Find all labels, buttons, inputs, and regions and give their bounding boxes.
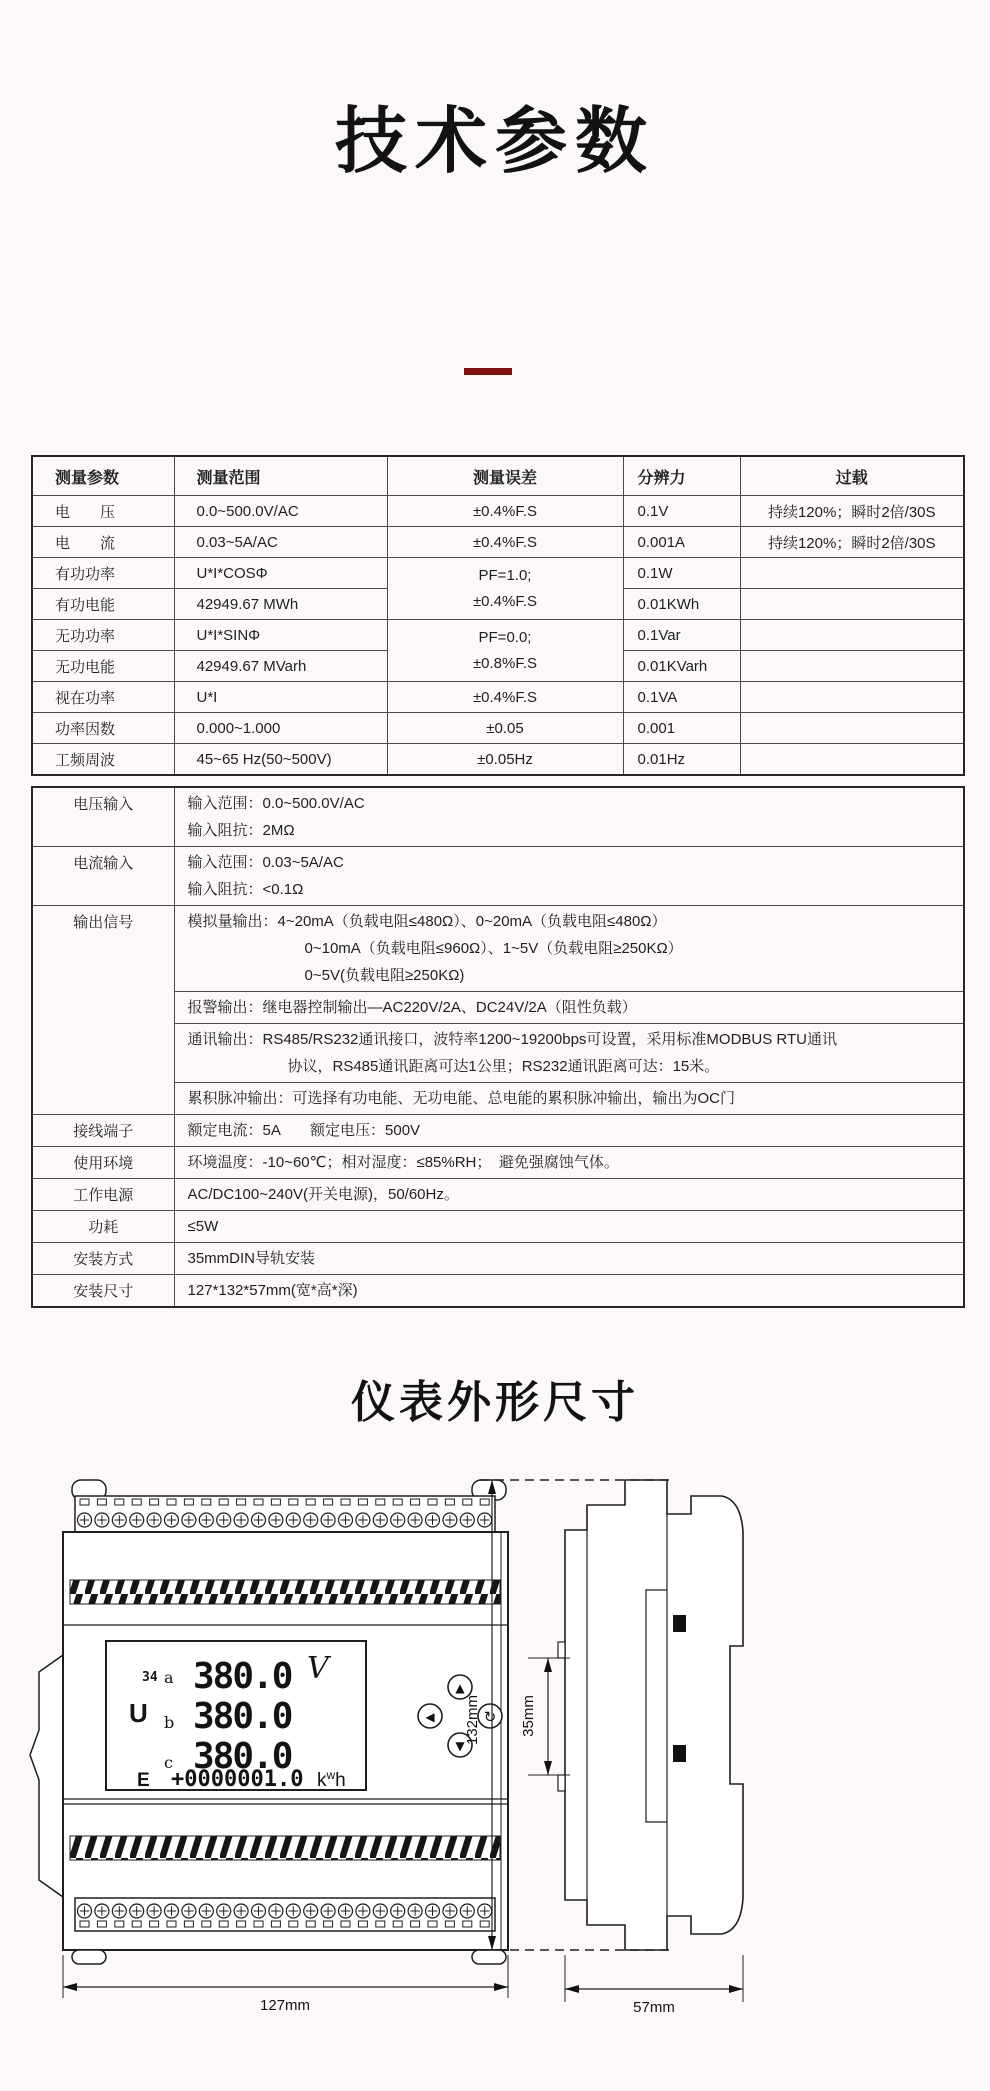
range-cell: 45~65 Hz(50~500V) xyxy=(174,744,387,776)
param-cell: 无功电能 xyxy=(32,651,174,682)
lcd-phase-system: 34 xyxy=(142,1670,158,1685)
header-param: 测量参数 xyxy=(32,456,174,496)
up-arrow-icon: ▲ xyxy=(455,1681,465,1695)
front-view xyxy=(30,1480,508,2014)
spec-line: 0~10mA（负载电阻≤960Ω）、1~5V（负载电阻≥250KΩ） xyxy=(304,940,683,957)
din-clip-left xyxy=(30,1655,63,1897)
mount-clip-bottom-right xyxy=(472,1950,506,1964)
table-row xyxy=(32,847,964,906)
overload-cell xyxy=(740,558,964,589)
table-row xyxy=(32,744,964,776)
param-cell: 工频周波 xyxy=(32,744,174,776)
table-row xyxy=(32,620,964,651)
lcd-value-a: 380.0 xyxy=(193,1656,292,1697)
table-row xyxy=(32,496,964,527)
vent-strip-top xyxy=(70,1580,500,1604)
range-cell: 42949.67 MVarh xyxy=(174,651,387,682)
header-error: 测量误差 xyxy=(387,456,623,496)
table-row xyxy=(32,1211,964,1243)
lcd-energy-value: +0000001.0 xyxy=(171,1767,304,1792)
row-label: 安装方式 xyxy=(32,1243,174,1275)
param-cell: 无功功率 xyxy=(32,620,174,651)
row-label: 电压输入 xyxy=(32,787,174,847)
overload-cell: 持续120%；瞬时2倍/30S xyxy=(740,496,964,527)
resolution-cell: 0.001A xyxy=(623,527,740,558)
left-arrow-icon: ◀ xyxy=(425,1710,435,1724)
row-label: 电流输入 xyxy=(32,847,174,906)
io-spec-table xyxy=(31,786,965,1308)
spec-line: AC/DC100~240V(开关电源)，50/60Hz。 xyxy=(187,1186,459,1203)
enter-icon: ↻ xyxy=(483,1708,497,1726)
spec-line: 35mmDIN导轨安装 xyxy=(187,1250,316,1267)
lcd-phase-b: b xyxy=(164,1713,175,1732)
depth-dim-label: 57mm xyxy=(633,1999,675,2016)
param-cell: 电 流 xyxy=(32,527,174,558)
error-cell: ±0.4%F.S xyxy=(387,682,623,713)
range-cell: U*I xyxy=(174,682,387,713)
title-divider xyxy=(464,368,512,375)
spec-line: 通讯输出：RS485/RS232通讯接口，波特率1200~19200bps可设置，采用标准MODBUS RTU通讯 xyxy=(187,1031,837,1048)
param-cell: 功率因数 xyxy=(32,713,174,744)
mount-clip-bottom-left xyxy=(72,1950,106,1964)
rail-claw-bottom xyxy=(558,1775,565,1791)
row-content xyxy=(174,1275,964,1308)
lcd-volt-symbol: V xyxy=(307,1651,329,1686)
table-row xyxy=(32,1147,964,1179)
spec-line: 输入范围：0.03~5A/AC xyxy=(187,854,344,871)
row-content xyxy=(174,787,964,847)
range-cell: 0.03~5A/AC xyxy=(174,527,387,558)
lcd-energy-unit: $k^wh$ xyxy=(317,1768,346,1791)
side-terminal-screw-bottom xyxy=(673,1745,686,1762)
error-cell-merged xyxy=(387,620,623,682)
lcd-value-b: 380.0 xyxy=(193,1696,292,1737)
spec-line: 模拟量输出：4~20mA（负载电阻≤480Ω）、0~20mA（负载电阻≤480Ω） xyxy=(187,913,667,930)
table-row xyxy=(32,527,964,558)
range-cell: 42949.67 MWh xyxy=(174,589,387,620)
error-cell: ±0.05Hz xyxy=(387,744,623,776)
header-resolution: 分辨力 xyxy=(623,456,740,496)
error-cell-merged xyxy=(387,558,623,620)
row-label: 功耗 xyxy=(32,1211,174,1243)
spec-line: 输入范围：0.0~500.0V/AC xyxy=(187,795,365,812)
error-line: PF=1.0; xyxy=(478,566,532,584)
table-row xyxy=(32,558,964,589)
spec-line: 输入阻抗：2MΩ xyxy=(187,822,295,839)
lcd-phase-c: c xyxy=(164,1753,173,1772)
spec-line: 协议，RS485通讯距离可达1公里；RS232通讯距离可达：15米。 xyxy=(287,1058,720,1075)
row-content xyxy=(174,1179,964,1211)
spec-line: ≤5W xyxy=(187,1218,219,1235)
error-cell: ±0.4%F.S xyxy=(387,527,623,558)
overload-cell xyxy=(740,651,964,682)
resolution-cell: 0.01KWh xyxy=(623,589,740,620)
table-header-row xyxy=(32,456,964,496)
overload-cell xyxy=(740,620,964,651)
overload-cell xyxy=(740,589,964,620)
range-cell: 0.000~1.000 xyxy=(174,713,387,744)
table-row xyxy=(32,1243,964,1275)
dimension-diagram xyxy=(25,1450,965,2070)
lcd-u-label: U xyxy=(129,1698,148,1728)
resolution-cell: 0.1Var xyxy=(623,620,740,651)
measurement-spec-table xyxy=(31,455,965,776)
spec-line: 127*132*57mm(宽*高*深) xyxy=(187,1282,358,1299)
overload-cell xyxy=(740,713,964,744)
rail-dimension xyxy=(520,1658,570,1775)
row-label: 使用环境 xyxy=(32,1147,174,1179)
error-cell: ±0.05 xyxy=(387,713,623,744)
resolution-cell: 0.01KVarh xyxy=(623,651,740,682)
table-row xyxy=(32,906,964,992)
down-arrow-icon: ▼ xyxy=(455,1739,465,1753)
error-line: PF=0.0; xyxy=(478,628,532,646)
param-cell: 视在功率 xyxy=(32,682,174,713)
depth-dimension xyxy=(565,1955,743,2016)
row-content xyxy=(174,1115,964,1147)
lcd-display xyxy=(106,1641,366,1792)
lcd-e-label: E xyxy=(137,1770,150,1791)
section-title-dimensions: 仪表外形尺寸 xyxy=(351,1378,639,1427)
resolution-cell: 0.1VA xyxy=(623,682,740,713)
row-content xyxy=(174,1211,964,1243)
resolution-cell: 0.1V xyxy=(623,496,740,527)
height-dim-label: 132mm xyxy=(464,1694,481,1746)
header-range: 测量范围 xyxy=(174,456,387,496)
table-row xyxy=(32,1275,964,1308)
error-line: ±0.8%F.S xyxy=(472,654,538,672)
spec-line: 输入阻抗：<0.1Ω xyxy=(187,881,304,898)
row-label: 工作电源 xyxy=(32,1179,174,1211)
lcd-phase-a: a xyxy=(164,1668,174,1687)
table-row xyxy=(32,1179,964,1211)
row-content-comm xyxy=(174,1024,964,1083)
width-dimension xyxy=(63,1955,508,2014)
overload-cell: 持续120%；瞬时2倍/30S xyxy=(740,527,964,558)
row-content xyxy=(174,1147,964,1179)
param-cell: 有功功率 xyxy=(32,558,174,589)
resolution-cell: 0.01Hz xyxy=(623,744,740,776)
row-label: 安装尺寸 xyxy=(32,1275,174,1308)
resolution-cell: 0.1W xyxy=(623,558,740,589)
range-cell: U*I*SINΦ xyxy=(174,620,387,651)
overload-cell xyxy=(740,744,964,776)
rail-claw-top xyxy=(558,1642,565,1658)
table-row xyxy=(32,787,964,847)
rail-dim-label: 35mm xyxy=(520,1695,537,1737)
side-profile xyxy=(565,1480,743,1950)
lcd-value-c: 380.0 xyxy=(193,1736,292,1777)
spec-line: 0~5V(负载电阻≥250KΩ) xyxy=(304,967,465,984)
vent-strip-bottom xyxy=(70,1836,500,1860)
spec-line: 累积脉冲输出：可选择有功电能、无功电能、总电能的累积脉冲输出，输出为OC门 xyxy=(187,1090,736,1107)
spec-line: 环境温度：-10~60℃；相对湿度：≤85%RH； 避免强腐蚀气体。 xyxy=(187,1154,619,1171)
param-cell: 电 压 xyxy=(32,496,174,527)
side-terminal-screw-top xyxy=(673,1615,686,1632)
error-cell: ±0.4%F.S xyxy=(387,496,623,527)
resolution-cell: 0.001 xyxy=(623,713,740,744)
row-content xyxy=(174,1243,964,1275)
header-overload: 过载 xyxy=(740,456,964,496)
range-cell: 0.0~500.0V/AC xyxy=(174,496,387,527)
row-content xyxy=(174,847,964,906)
row-content-alarm xyxy=(174,992,964,1024)
table-row xyxy=(32,713,964,744)
param-cell: 有功电能 xyxy=(32,589,174,620)
spec-line: 报警输出：继电器控制输出—AC220V/2A、DC24V/2A（阻性负载） xyxy=(187,999,637,1016)
spec-line: 额定电流：5A 额定电压：500V xyxy=(187,1122,421,1139)
row-content-pulse xyxy=(174,1083,964,1115)
overload-cell xyxy=(740,682,964,713)
table-row xyxy=(32,682,964,713)
width-dim-label: 127mm xyxy=(259,1997,311,2014)
range-cell: U*I*COSΦ xyxy=(174,558,387,589)
row-label: 接线端子 xyxy=(32,1115,174,1147)
table-row xyxy=(32,1115,964,1147)
page-title: 技术参数 xyxy=(334,102,655,182)
error-line: ±0.4%F.S xyxy=(472,592,538,610)
row-label: 输出信号 xyxy=(32,906,174,1115)
row-content-analog xyxy=(174,906,964,992)
